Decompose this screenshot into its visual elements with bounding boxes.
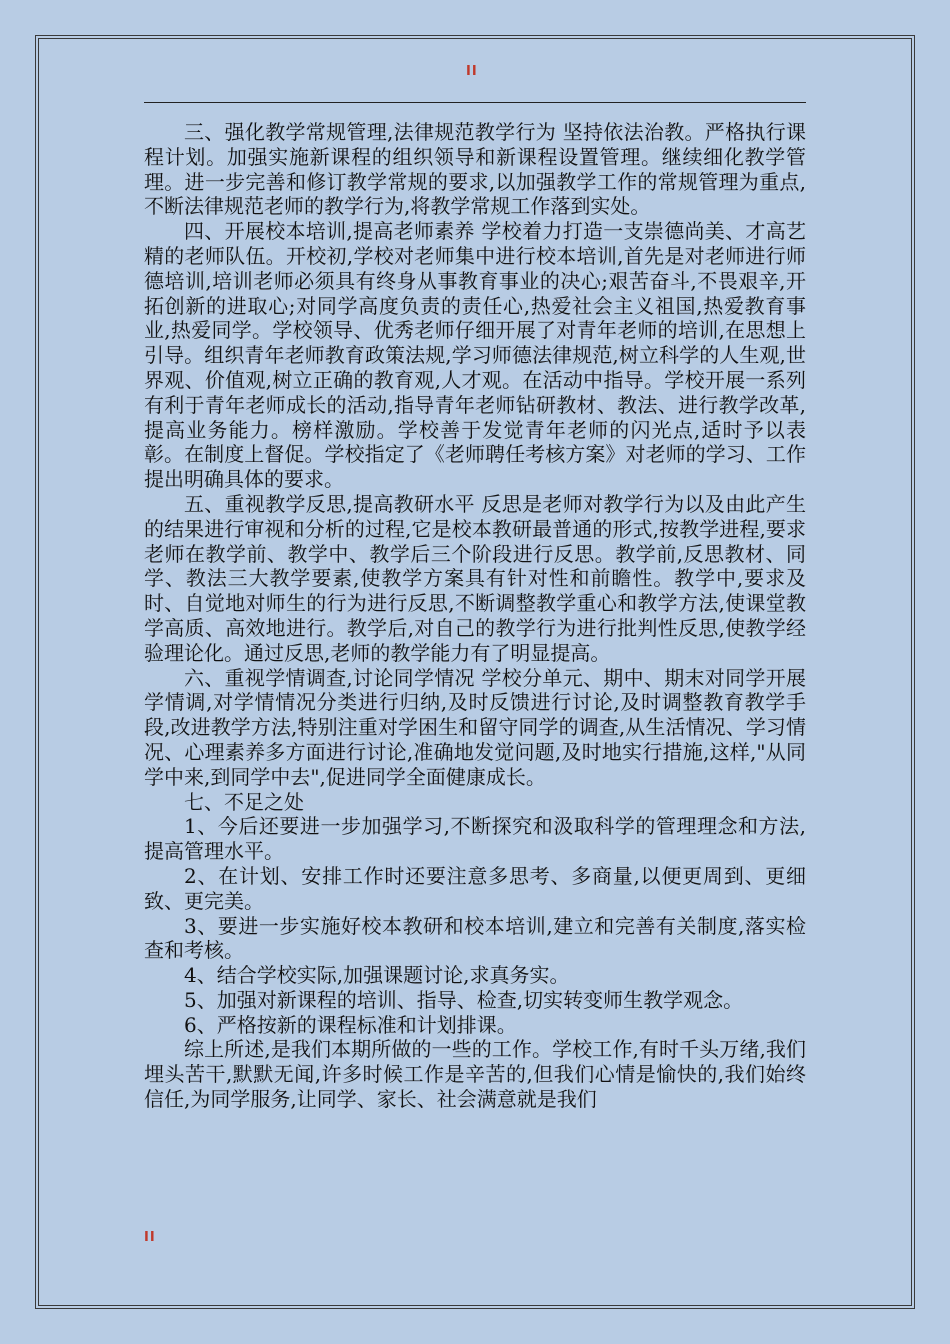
shortcoming-item-5: 5、加强对新课程的培训、指导、检查,切实转变师生教学观念。 bbox=[184, 987, 744, 1012]
paragraph-section-4: 四、开展校本培训,提高老师素养 学校着力打造一支崇德尚美、才高艺精的老师队伍。开校初,学校对老师集中进行校本培训,首先是对老师进行师德培训,培训老师必须具有终身从事教育事业的决心;艰苦奋斗,不畏艰辛,开拓创新的进取心;对同学高度负责的责任心,热爱社会主义祖国,热爱教育事业,热爱同学。学校领导、优秀老师仔细开展了对青年老师的培训,在思想上引导。组织青年老师教育政策法规,学习师德法律规范,树立科学的人生观,世界观、价值观,树立正确的教育观,人才观。在活动中指导。学校开展一系列有利于青年老师成长的活动,指导青年老师钻研教材、教法、进行教学改革,提高业务能力。榜样激励。学校善于发觉青年老师的闪光点,适时予以表彰。在制度上督促。学校指定了《老师聘任考核方案》对老师的学习、工作提出明确具体的要求。 bbox=[144, 219, 806, 492]
shortcoming-item-4: 4、结合学校实际,加强课题讨论,求真务实。 bbox=[184, 963, 570, 988]
paragraph-section-6: 六、重视学情调查,讨论同学情况 学校分单元、期中、期末对同学开展学情调,对学情情况分类进行归纳,及时反馈进行讨论,及时调整教育教学手段,改进教学方法,特别注重对学困生和留守同学的调查,从生活情况、学习情况、心理素养多方面进行讨论,准确地发觉问题,及时地实行措施,这样,"从同学中来,到同学中去",促进同学全面健康成长。 bbox=[144, 665, 806, 789]
footer-page-mark: II bbox=[144, 1230, 156, 1245]
shortcoming-item-3: 3、要进一步实施好校本教研和校本培训,建立和完善有关制度,落实检查和考核。 bbox=[144, 913, 806, 963]
shortcoming-item-2: 2、在计划、安排工作时还要注意多思考、多商量,以便更周到、更细致、更完美。 bbox=[144, 863, 806, 913]
heading-shortcomings: 七、不足之处 bbox=[184, 789, 304, 814]
shortcoming-item-6: 6、严格按新的课程标准和计划排课。 bbox=[184, 1012, 517, 1037]
shortcoming-item-1: 1、今后还要进一步加强学习,不断探究和汲取科学的管理理念和方法,提高管理水平。 bbox=[144, 814, 806, 864]
header-page-mark: II bbox=[466, 64, 478, 79]
paragraph-summary: 综上所述,是我们本期所做的一些的工作。学校工作,有时千头万绪,我们埋头苦干,默默无闻,许多时候工作是辛苦的,但我们心情是愉快的,我们始终信任,为同学服务,让同学、家长、社会满意就是我们 bbox=[144, 1037, 806, 1112]
header-rule bbox=[144, 102, 806, 103]
document-body bbox=[144, 120, 806, 1112]
paragraph-section-3: 三、强化教学常规管理,法律规范教学行为 坚持依法治教。严格执行课程计划。加强实施新课程的组织领导和新课程设置管理。继续细化教学管理。进一步完善和修订教学常规的要求,以加强教学工作的常规管理为重点,不断法律规范老师的教学行为,将教学常规工作落到实处。 bbox=[144, 120, 806, 219]
paragraph-section-5: 五、重视教学反思,提高教研水平 反思是老师对教学行为以及由此产生的结果进行审视和分析的过程,它是校本教研最普通的形式,按教学进程,要求老师在教学前、教学中、教学后三个阶段进行反思。教学前,反思教材、同学、教法三大教学要素,使教学方案具有针对性和前瞻性。教学中,要求及时、自觉地对师生的行为进行反思,不断调整教学重心和教学方法,使课堂教学高质、高效地进行。教学后,对自己的教学行为进行批判性反思,使教学经验理论化。通过反思,老师的教学能力有了明显提高。 bbox=[144, 491, 806, 665]
